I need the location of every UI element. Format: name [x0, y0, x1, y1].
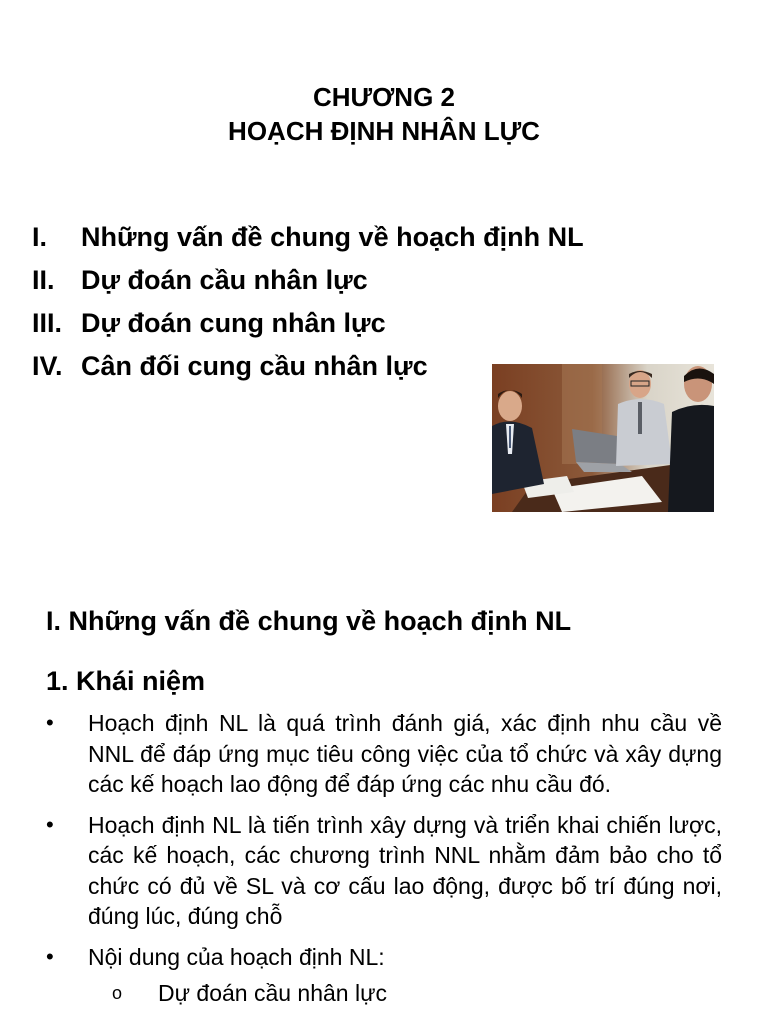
bullet-item: [46, 810, 722, 932]
section-heading: I. Những vấn đề chung về hoạch định NL: [46, 606, 572, 636]
bullet-text: Hoạch định NL là tiến trình xây dựng và triển khai chiến lược, các kế hoạch, các chương trình NNL nhằm đảm bảo cho tổ chức có đủ về SL và cơ cấu lao động, được bố trí đúng nơi, đúng lúc, đúng chỗ: [88, 811, 722, 929]
toc-number: III.: [32, 308, 63, 338]
title-line-1: CHƯƠNG 2: [313, 82, 455, 112]
toc-number: II.: [32, 265, 55, 295]
sub-bullet-list: [88, 978, 722, 1008]
chapter-title: [0, 80, 768, 148]
bullet-item: [46, 942, 722, 1009]
sub-bullet-text: Dự đoán cầu nhân lực: [158, 980, 387, 1006]
toc-item: [32, 259, 584, 302]
bullet-dot-icon: •: [46, 710, 54, 735]
toc-number: I.: [32, 222, 48, 252]
table-of-contents: [32, 216, 584, 388]
sub-bullet-item: [112, 978, 722, 1008]
toc-item: [32, 302, 584, 345]
bullet-text: Hoạch định NL là quá trình đánh giá, xác định nhu cầu về NNL để đáp ứng mục tiêu công việc của tổ chức và xây dựng các kế hoạch lao động để đáp ứng các nhu cầu đó.: [88, 710, 722, 797]
toc-text: Những vấn đề chung về hoạch định NL: [81, 222, 584, 252]
toc-number: IV.: [32, 351, 63, 381]
bullet-dot-icon: •: [46, 943, 54, 969]
title-line-2: HOẠCH ĐỊNH NHÂN LỰC: [228, 116, 540, 146]
toc-text: Cân đối cung cầu nhân lực: [81, 351, 428, 381]
subheading: 1. Khái niệm: [46, 666, 206, 696]
bullet-item: [46, 708, 722, 800]
bullet-dot-icon: •: [46, 811, 54, 837]
business-meeting-photo: [492, 364, 714, 512]
toc-item: [32, 216, 584, 259]
slide-2: [0, 540, 768, 1024]
toc-text: Dự đoán cầu nhân lực: [81, 265, 368, 295]
bullet-list: [46, 708, 722, 1018]
hollow-circle-icon: o: [112, 983, 123, 1003]
bullet-text: Nội dung của hoạch định NL:: [88, 943, 385, 970]
toc-text: Dự đoán cung nhân lực: [81, 308, 386, 338]
